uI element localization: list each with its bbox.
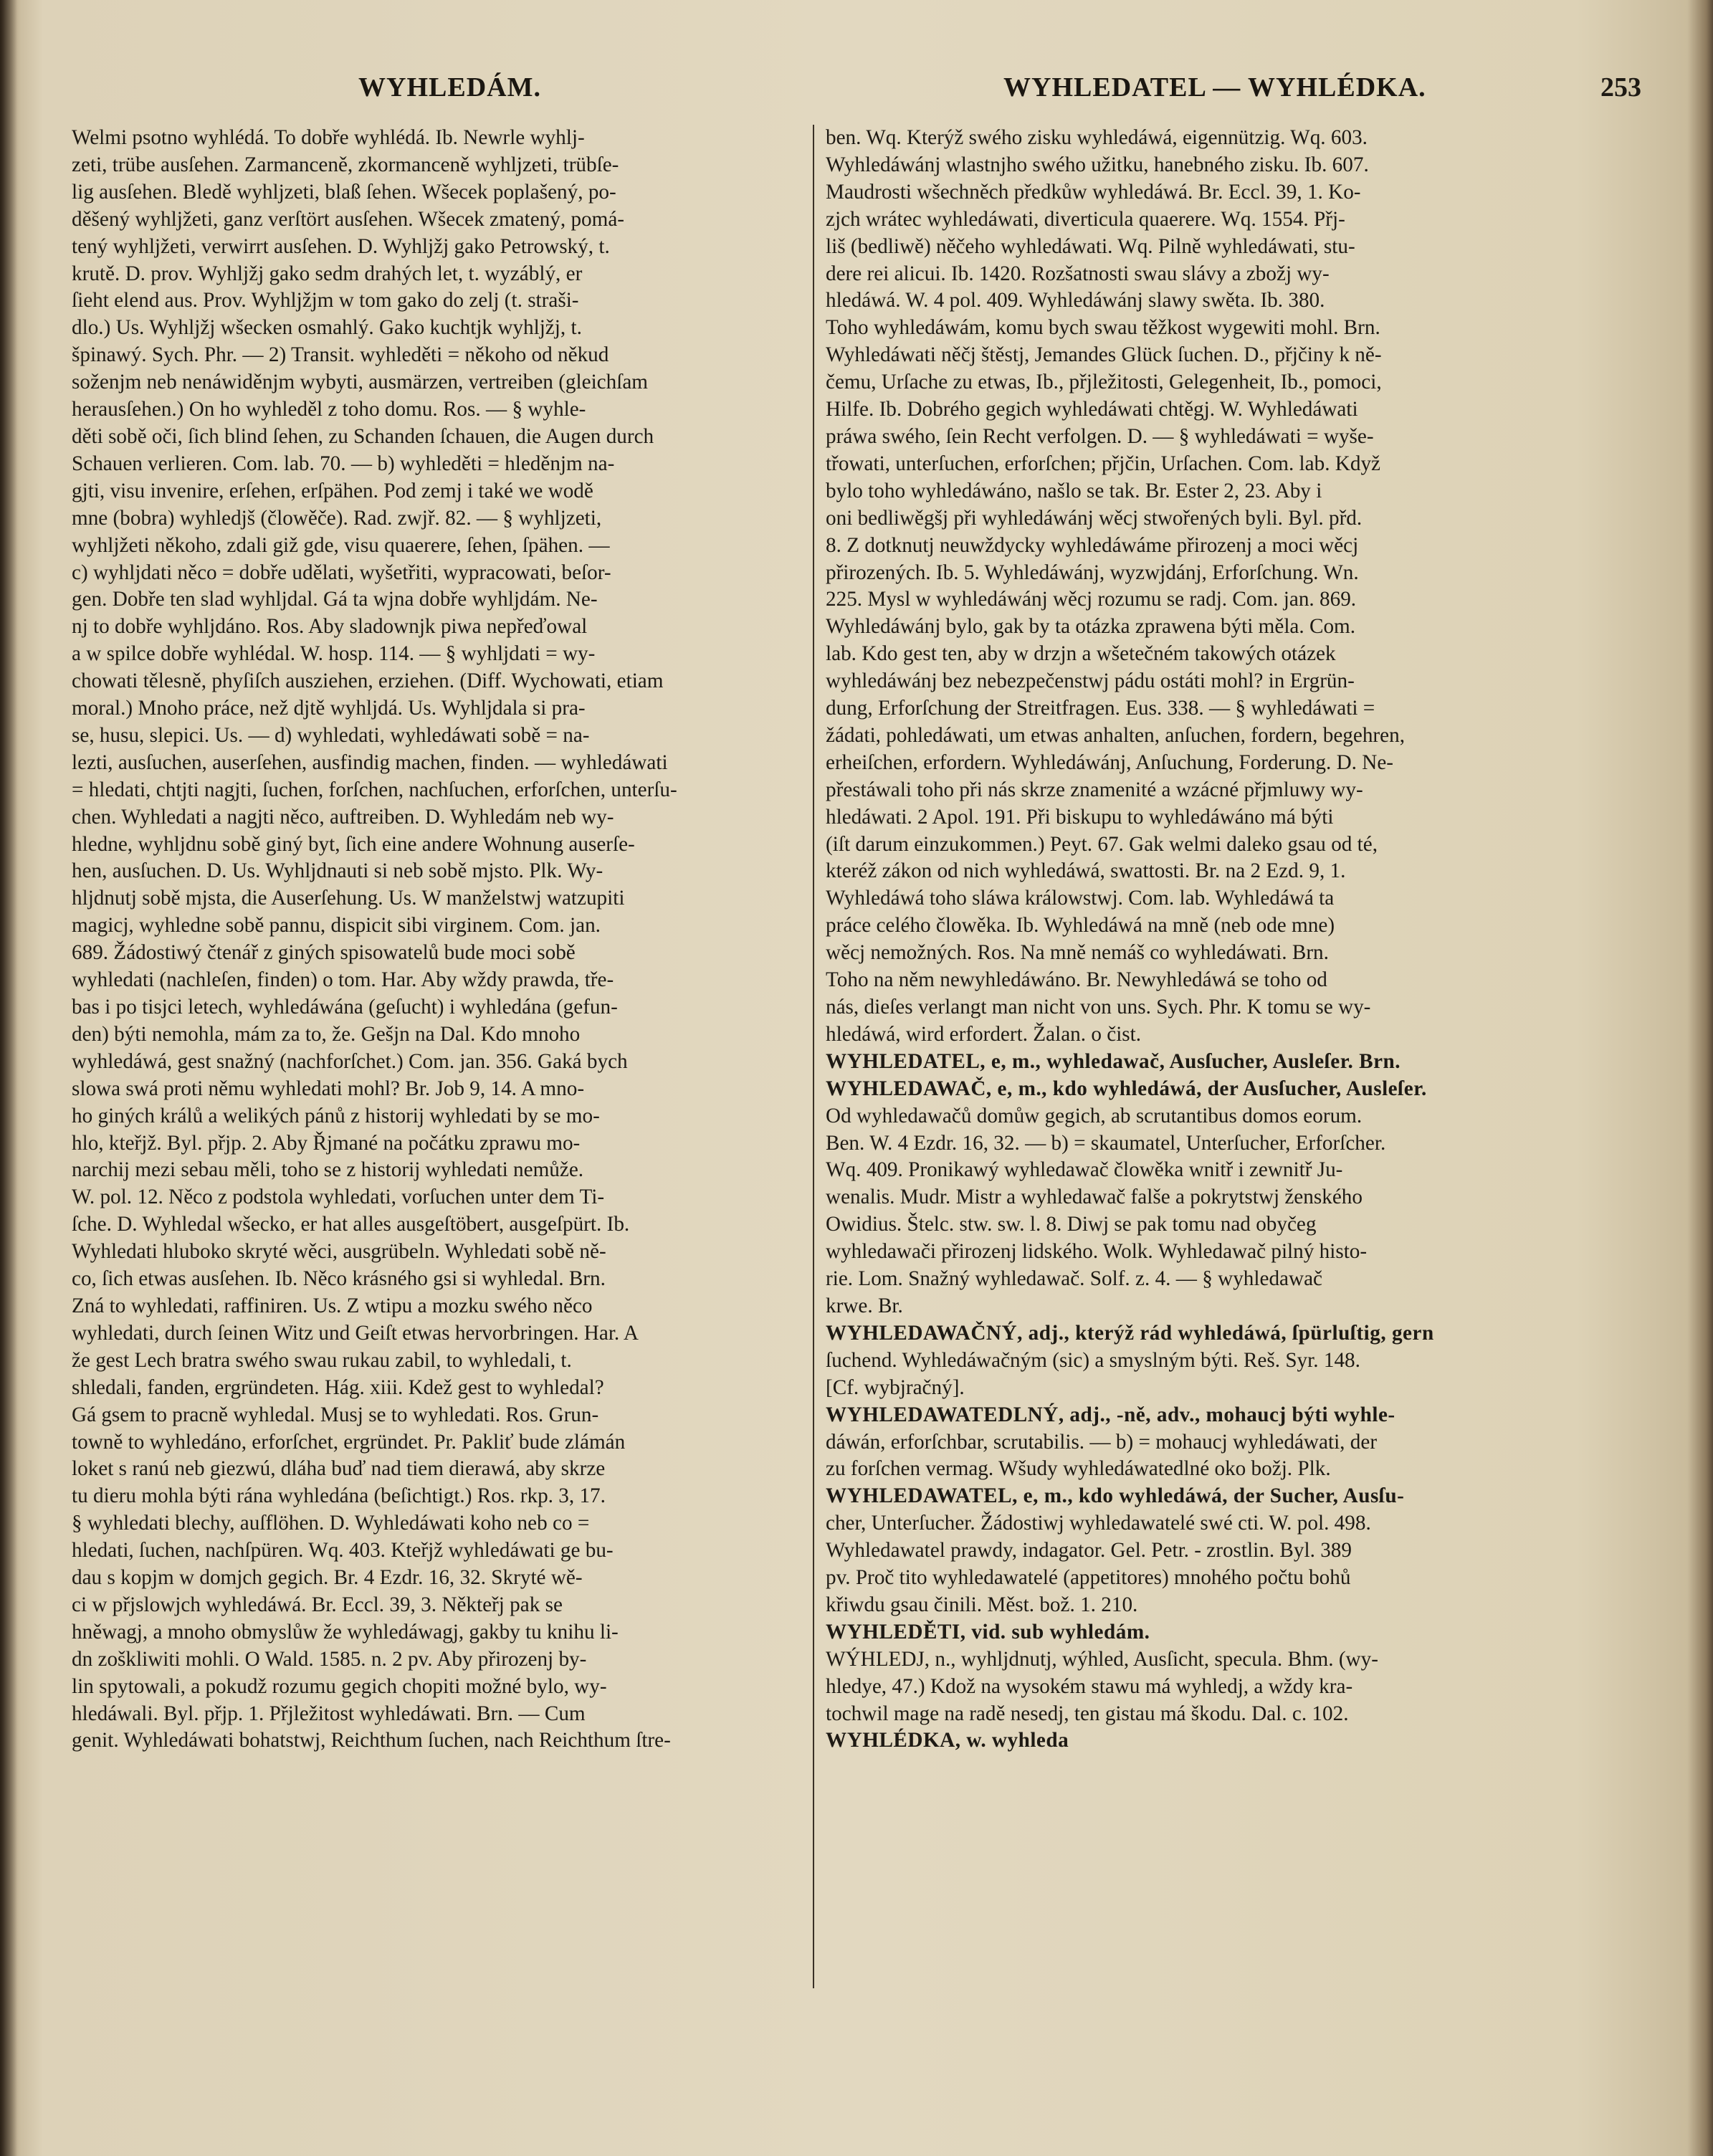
text-line: wyhledati (nachleſen, finden) o tom. Har. Aby wždy prawda, tře-	[72, 968, 614, 992]
text-line: se, husu, slepici. Us. — d) wyhledati, wyhledáwati sobě = na-	[72, 723, 590, 747]
text-line: = hledati, chtjti nagjti, ſuchen, forſchen, nachſuchen, erforſchen, unterſu-	[72, 778, 677, 801]
text-line: hlo, kteřjž. Byl. přjp. 2. Aby Řjmané na počátku zprawu mo-	[72, 1131, 581, 1155]
text-line: hledne, wyhljdnu sobě giný byt, ſich eine andere Wohnung auserſe-	[72, 832, 635, 856]
text-line: křiwdu gsau činili. Měst. bož. 1. 210.	[826, 1593, 1138, 1616]
text-line: WYHLEDAWAČNÝ, adj., kterýž rád wyhledáwá, ſpürluſtig, gern	[826, 1321, 1434, 1345]
text-line: kteréž zákon od nich wyhledáwá, swattosti. Br. na 2 Ezd. 9, 1.	[826, 859, 1346, 883]
text-line: Owidius. Štelc. stw. sw. l. 8. Diwj se pak tomu nad obyčeg	[826, 1213, 1317, 1236]
text-line: Wyhledáwati něčj štěstj, Jemandes Glück ſuchen. D., přjčiny k ně-	[826, 343, 1382, 367]
text-line: práwa swého, ſein Recht verfolgen. D. — § wyhledáwati = wyše-	[826, 424, 1374, 448]
text-line: špinawý. Sych. Phr. — 2) Transit. wyhleděti = někoho od někud	[72, 343, 609, 367]
text-line: chowati tělesně, phyſiſch ausziehen, erziehen. (Diff. Wychowati, etiam	[72, 669, 664, 693]
text-line: krwe. Br.	[826, 1294, 903, 1317]
text-line: bylo toho wyhledáwáno, našlo se tak. Br. Ester 2, 23. Aby i	[826, 479, 1322, 502]
text-line: nás, dieſes verlangt man nicht von uns. Sych. Phr. K tomu se wy-	[826, 996, 1371, 1019]
text-line: shledali, fanden, ergründeten. Hág. xiii. Kdež gest to wyhledal?	[72, 1375, 604, 1399]
text-line: towně to wyhledáno, erforſchet, ergründet. Pr. Pakliť bude zlámán	[72, 1430, 626, 1454]
text-line: Ben. W. 4 Ezdr. 16, 32. — b) = skaumatel, Unterſucher, Erforſcher.	[826, 1131, 1386, 1155]
right-running-head: WYHLEDATEL — WYHLÉDKA.	[1003, 72, 1426, 102]
text-line: WYHLEDATEL, e, m., wyhledawač, Ausſucher, Ausleſer. Brn.	[826, 1049, 1401, 1073]
text-line: WYHLEDAWATEL, e, m., kdo wyhledáwá, der Sucher, Ausſu-	[826, 1484, 1405, 1508]
text-line: § wyhledati blechy, auſflöhen. D. Wyhledáwati koho neb co =	[72, 1512, 590, 1535]
text-line: dlo.) Us. Wyhljžj wšecken osmahlý. Gako kuchtjk wyhljžj, t.	[72, 316, 582, 340]
text-line: rie. Lom. Snažný wyhledawač. Solf. z. 4. — § wyhledawač	[826, 1267, 1323, 1291]
text-line: třowati, unterſuchen, erforſchen; přjčin, Urſachen. Com. lab. Když	[826, 452, 1381, 475]
text-line: hledati, ſuchen, nachſpüren. Wq. 403. Kteřjž wyhledáwati ge bu-	[72, 1539, 614, 1563]
text-line: hledáwá. W. 4 pol. 409. Wyhledáwánj slawy swěta. Ib. 380.	[826, 289, 1325, 313]
text-line: zjch wrátec wyhledáwati, diverticula quaerere. Wq. 1554. Přj-	[826, 207, 1345, 231]
text-line: a w spilce dobře wyhlédal. W. hosp. 114. — § wyhljdati = wy-	[72, 642, 596, 666]
text-line: zeti, trübe ausſehen. Zarmanceně, zkormanceně wyhljzeti, trübſe-	[72, 153, 619, 176]
text-line: WYHLEDĚTI, vid. sub wyhledám.	[826, 1620, 1150, 1644]
column-divider	[813, 125, 814, 1988]
text-line: Wyhledáwánj bylo, gak by ta otázka zprawena býti měla. Com.	[826, 615, 1356, 639]
text-line: zu forſchen vermag. Wšudy wyhledáwatedlné oko božj. Plk.	[826, 1457, 1331, 1481]
text-line: hen, ausſuchen. D. Us. Wyhljdnauti si neb sobě mjsto. Plk. Wy-	[72, 859, 603, 883]
text-line: hledye, 47.) Kdož na wysokém stawu má wyhledj, a wždy kra-	[826, 1674, 1353, 1698]
text-line: Welmi psotno wyhlédá. To dobře wyhlédá. Ib. Newrle wyhlj-	[72, 126, 585, 149]
text-line: hledáwati. 2 Apol. 191. Při biskupu to wyhledáwáno má býti	[826, 805, 1334, 829]
text-line: mne (bobra) wyhledjš (člowěče). Rad. zwjř. 82. — § wyhljzeti,	[72, 506, 602, 530]
text-line: c) wyhljdati něco = dobře udělati, wyšetřiti, wypracowati, beſor-	[72, 561, 611, 584]
text-line: hljdnutj sobě mjsta, die Auserſehung. Us. W manželstwj watzupiti	[72, 887, 625, 910]
text-line: 689. Žádostiwý čtenář z giných spisowatelů bude moci sobě	[72, 941, 576, 965]
text-line: slowa swá proti němu wyhledati mohl? Br. Job 9, 14. A mno-	[72, 1077, 585, 1100]
text-line: hledáwá, wird erfordert. Žalan. o čist.	[826, 1022, 1142, 1046]
text-line: přestáwali toho při nás skrze znamenité a wzácné přjmluwy wy-	[826, 778, 1363, 801]
text-line: hledáwali. Byl. přjp. 1. Přjležitost wyhledáwati. Brn. — Cum	[72, 1702, 586, 1725]
text-line: přirozených. Ib. 5. Wyhledáwánj, wyzwjdánj, Erforſchung. Wn.	[826, 561, 1359, 584]
text-line: dn zoškliwiti mohli. O Wald. 1585. n. 2 pv. Aby přirozenj by-	[72, 1647, 587, 1671]
left-text-column	[72, 125, 796, 1755]
text-line: dáwán, erforſchbar, scrutabilis. — b) = mohaucj wyhledáwati, der	[826, 1430, 1378, 1454]
text-line: Toho na něm newyhledáwáno. Br. Newyhledáwá se toho od	[826, 968, 1327, 992]
text-line: narchij mezi sebau měli, toho se z historij wyhledati nemůže.	[72, 1158, 584, 1182]
text-line: 8. Z dotknutj neuwždycky wyhledáwáme přirozenj a moci wěcj	[826, 533, 1359, 557]
text-line: wyhledáwá, gest snažný (nachforſchet.) Com. jan. 356. Gaká bych	[72, 1049, 628, 1073]
text-line: Maudrosti wšechněch předkůw wyhledáwá. Br. Eccl. 39, 1. Ko-	[826, 180, 1361, 204]
text-line: dere rei alicui. Ib. 1420. Rozšatnosti swau slávy a zbožj wy-	[826, 262, 1330, 285]
text-line: herausſehen.) On ho wyhleděl z toho domu. Ros. — § wyhle-	[72, 398, 586, 421]
text-line: tu dieru mohla býti rána wyhledána (beſichtigt.) Ros. rkp. 3, 17.	[72, 1484, 606, 1508]
text-line: Zná to wyhledati, raffiniren. Us. Z wtipu a mozku swého něco	[72, 1294, 593, 1317]
text-line: magicj, wyhledne sobě pannu, dispicit sibi virginem. Com. jan.	[72, 914, 601, 938]
text-line: lezti, ausſuchen, auserſehen, ausfindig machen, finden. — wyhledáwati	[72, 750, 668, 774]
text-line: liš (bedliwě) něčeho wyhledáwati. Wq. Pilně wyhledáwati, stu-	[826, 234, 1355, 258]
text-line: Od wyhledawačů domůw gegich, ab scrutantibus domos eorum.	[826, 1104, 1363, 1127]
text-line: pv. Proč tito wyhledawatelé (appetitores) mnohého počtu bohů	[826, 1566, 1351, 1590]
text-line: WYHLÉDKA, w. wyhleda	[826, 1729, 1069, 1752]
text-line: loket s ranú neb giezwú, dláha buď nad tiem dierawá, aby skrze	[72, 1457, 606, 1481]
text-line: erheiſchen, erfordern. Wyhledáwánj, Anſuchung, Forderung. D. Ne-	[826, 750, 1393, 774]
text-line: lab. Kdo gest ten, aby w drzjn a wšetečném takowých otázek	[826, 642, 1336, 666]
text-line: hněwagj, a mnoho obmyslůw že wyhledáwagj, gakby tu knihu li-	[72, 1620, 619, 1644]
text-line: Schauen verlieren. Com. lab. 70. — b) wyhleděti = hleděnjm na-	[72, 452, 615, 475]
text-line: chen. Wyhledati a nagjti něco, auftreiben. D. Wyhledám neb wy-	[72, 805, 614, 829]
text-line: lig ausſehen. Bledě wyhljzeti, blaß ſehen. Wšecek poplašený, po-	[72, 180, 616, 204]
text-line: ben. Wq. Kterýž swého zisku wyhledáwá, eigennützig. Wq. 603.	[826, 126, 1368, 149]
text-line: moral.) Mnoho práce, než djtě wyhljdá. Us. Wyhljdala si pra-	[72, 697, 586, 720]
text-line: wyhljžeti někoho, zdali giž gde, visu quaerere, ſehen, ſpähen. —	[72, 533, 610, 557]
left-running-head: WYHLEDÁM.	[358, 72, 541, 102]
text-line: Gá gsem to pracně wyhledal. Musj se to wyhledati. Ros. Grun-	[72, 1403, 599, 1426]
page-number: 253	[1600, 72, 1641, 102]
right-text-column	[826, 125, 1550, 1755]
text-line: děti sobě oči, ſich blind ſehen, zu Schanden ſchauen, die Augen durch	[72, 424, 654, 448]
text-line: ho giných králů a welikých pánů z historij wyhledati by se mo-	[72, 1104, 600, 1127]
text-line: 225. Mysl w wyhledáwánj wěcj rozumu se radj. Com. jan. 869.	[826, 588, 1357, 611]
text-line: lin spytowali, a pokudž rozumu gegich chopiti možné bylo, wy-	[72, 1674, 607, 1698]
text-line: den) býti nemohla, mám za to, že. Gešjn na Dal. Kdo mnoho	[72, 1022, 581, 1046]
text-line: Hilfe. Ib. Dobrého gegich wyhledáwati chtěgj. W. Wyhledáwati	[826, 398, 1358, 421]
gutter-shadow	[0, 0, 17, 2156]
dictionary-page	[43, 29, 1670, 2136]
text-line: tochwil mage na radě nesedj, ten gistau má škodu. Dal. c. 102.	[826, 1702, 1349, 1725]
text-line: děšený wyhljžeti, ganz verſtört ausſehen. Wšecek zmatený, pomá-	[72, 207, 625, 231]
text-line: že gest Lech bratra swého swau rukau zabil, to wyhledali, t.	[72, 1348, 572, 1372]
text-line: WÝHLEDJ, n., wyhljdnutj, wýhled, Ausſicht, specula. Bhm. (wy-	[826, 1647, 1378, 1671]
text-line: (iſt darum einzukommen.) Peyt. 67. Gak welmi daleko gsau od té,	[826, 832, 1378, 856]
text-line: co, ſich etwas ausſehen. Ib. Něco krásného gsi si wyhledal. Brn.	[72, 1267, 606, 1291]
text-line: gen. Dobře ten slad wyhljdal. Gá ta wjna dobře wyhljdám. Ne-	[72, 588, 598, 611]
text-line: WYHLEDAWAČ, e, m., kdo wyhledáwá, der Ausſucher, Ausleſer.	[826, 1077, 1427, 1100]
text-line: soženjm neb nenáwiděnjm wybyti, ausmärzen, vertreiben (gleichſam	[72, 371, 648, 394]
text-line: práce celého člowěka. Ib. Wyhledáwá na mně (neb ode mne)	[826, 914, 1335, 938]
text-line: Wq. 409. Pronikawý wyhledawač člowěka wnitř i zewnitř Ju-	[826, 1158, 1343, 1182]
text-line: ci w přjslowjch wyhledáwá. Br. Eccl. 39, 3. Někteřj pak se	[72, 1593, 563, 1616]
text-line: gjti, visu invenire, erſehen, erſpähen. Pod zemj i také we wodě	[72, 479, 593, 502]
text-line: tený wyhljžeti, verwirrt ausſehen. D. Wyhljžj gako Petrowský, t.	[72, 234, 610, 258]
text-line: krutě. D. prov. Wyhljžj gako sedm drahých let, t. wyzáblý, er	[72, 262, 583, 285]
text-line: wěcj nemožných. Ros. Na mně nemáš co wyhledáwati. Brn.	[826, 941, 1329, 965]
text-line: genit. Wyhledáwati bohatstwj, Reichthum ſuchen, nach Reichthum ſtre-	[72, 1729, 671, 1752]
text-line: Wyhledáwánj wlastnjho swého užitku, hanebného zisku. Ib. 607.	[826, 153, 1369, 176]
text-line: cher, Unterſucher. Žádostiwj wyhledawatelé swé cti. W. pol. 498.	[826, 1512, 1371, 1535]
text-line: ſche. D. Wyhledal wšecko, er hat alles ausgeſtöbert, ausgeſpürt. Ib.	[72, 1213, 630, 1236]
text-line: ſieht elend aus. Prov. Wyhljžjm w tom gako do zelj (t. straši-	[72, 289, 579, 313]
text-line: wyhledati, durch ſeinen Witz und Geiſt etwas hervorbringen. Har. A	[72, 1321, 639, 1345]
text-line: Wyhledáwá toho sláwa králowstwj. Com. lab. Wyhledáwá ta	[826, 887, 1335, 910]
text-line: [Cf. wybjračný].	[826, 1375, 965, 1399]
text-line: wyhledawači přirozenj lidského. Wolk. Wyhledawač pilný histo-	[826, 1240, 1368, 1264]
text-line: nj to dobře wyhljdáno. Ros. Aby sladownjk piwa nepřeďowal	[72, 615, 588, 639]
text-line: W. pol. 12. Něco z podstola wyhledati, vorſuchen unter dem Ti-	[72, 1186, 605, 1209]
text-line: Toho wyhledáwám, komu bych swau těžkost wygewiti mohl. Brn.	[826, 316, 1380, 340]
text-line: Wyhledati hluboko skryté wěci, ausgrübeln. Wyhledati sobě ně-	[72, 1240, 606, 1264]
text-line: čemu, Urſache zu etwas, Ib., přjležitosti, Gelegenheit, Ib., pomoci,	[826, 371, 1382, 394]
text-line: oni bedliwěgšj při wyhledáwánj wěcj stwořených byli. Byl. přd.	[826, 506, 1363, 530]
text-line: dung, Erforſchung der Streitfragen. Eus. 338. — § wyhledáwati =	[826, 697, 1375, 720]
text-line: wyhledáwánj bez nebezpečenstwj pádu ostáti mohl? in Ergrün-	[826, 669, 1355, 693]
text-line: Wyhledawatel prawdy, indagator. Gel. Petr. - zrostlin. Byl. 389	[826, 1539, 1352, 1563]
text-line: dau s kopjm w domjch gegich. Br. 4 Ezdr. 16, 32. Skryté wě-	[72, 1566, 583, 1590]
text-line: ſuchend. Wyhledáwačným (sic) a smyslným býti. Reš. Syr. 148.	[826, 1348, 1360, 1372]
text-line: bas i po tisjci letech, wyhledáwána (geſucht) i wyhledána (gefun-	[72, 996, 618, 1019]
text-line: wenalis. Mudr. Mistr a wyhledawač falše a pokrytstwj ženského	[826, 1186, 1363, 1209]
text-line: žádati, pohledáwati, um etwas anhalten, anſuchen, fordern, begehren,	[826, 723, 1406, 747]
text-line: WYHLEDAWATEDLNÝ, adj., -ně, adv., mohaucj býti wyhle-	[826, 1403, 1395, 1426]
